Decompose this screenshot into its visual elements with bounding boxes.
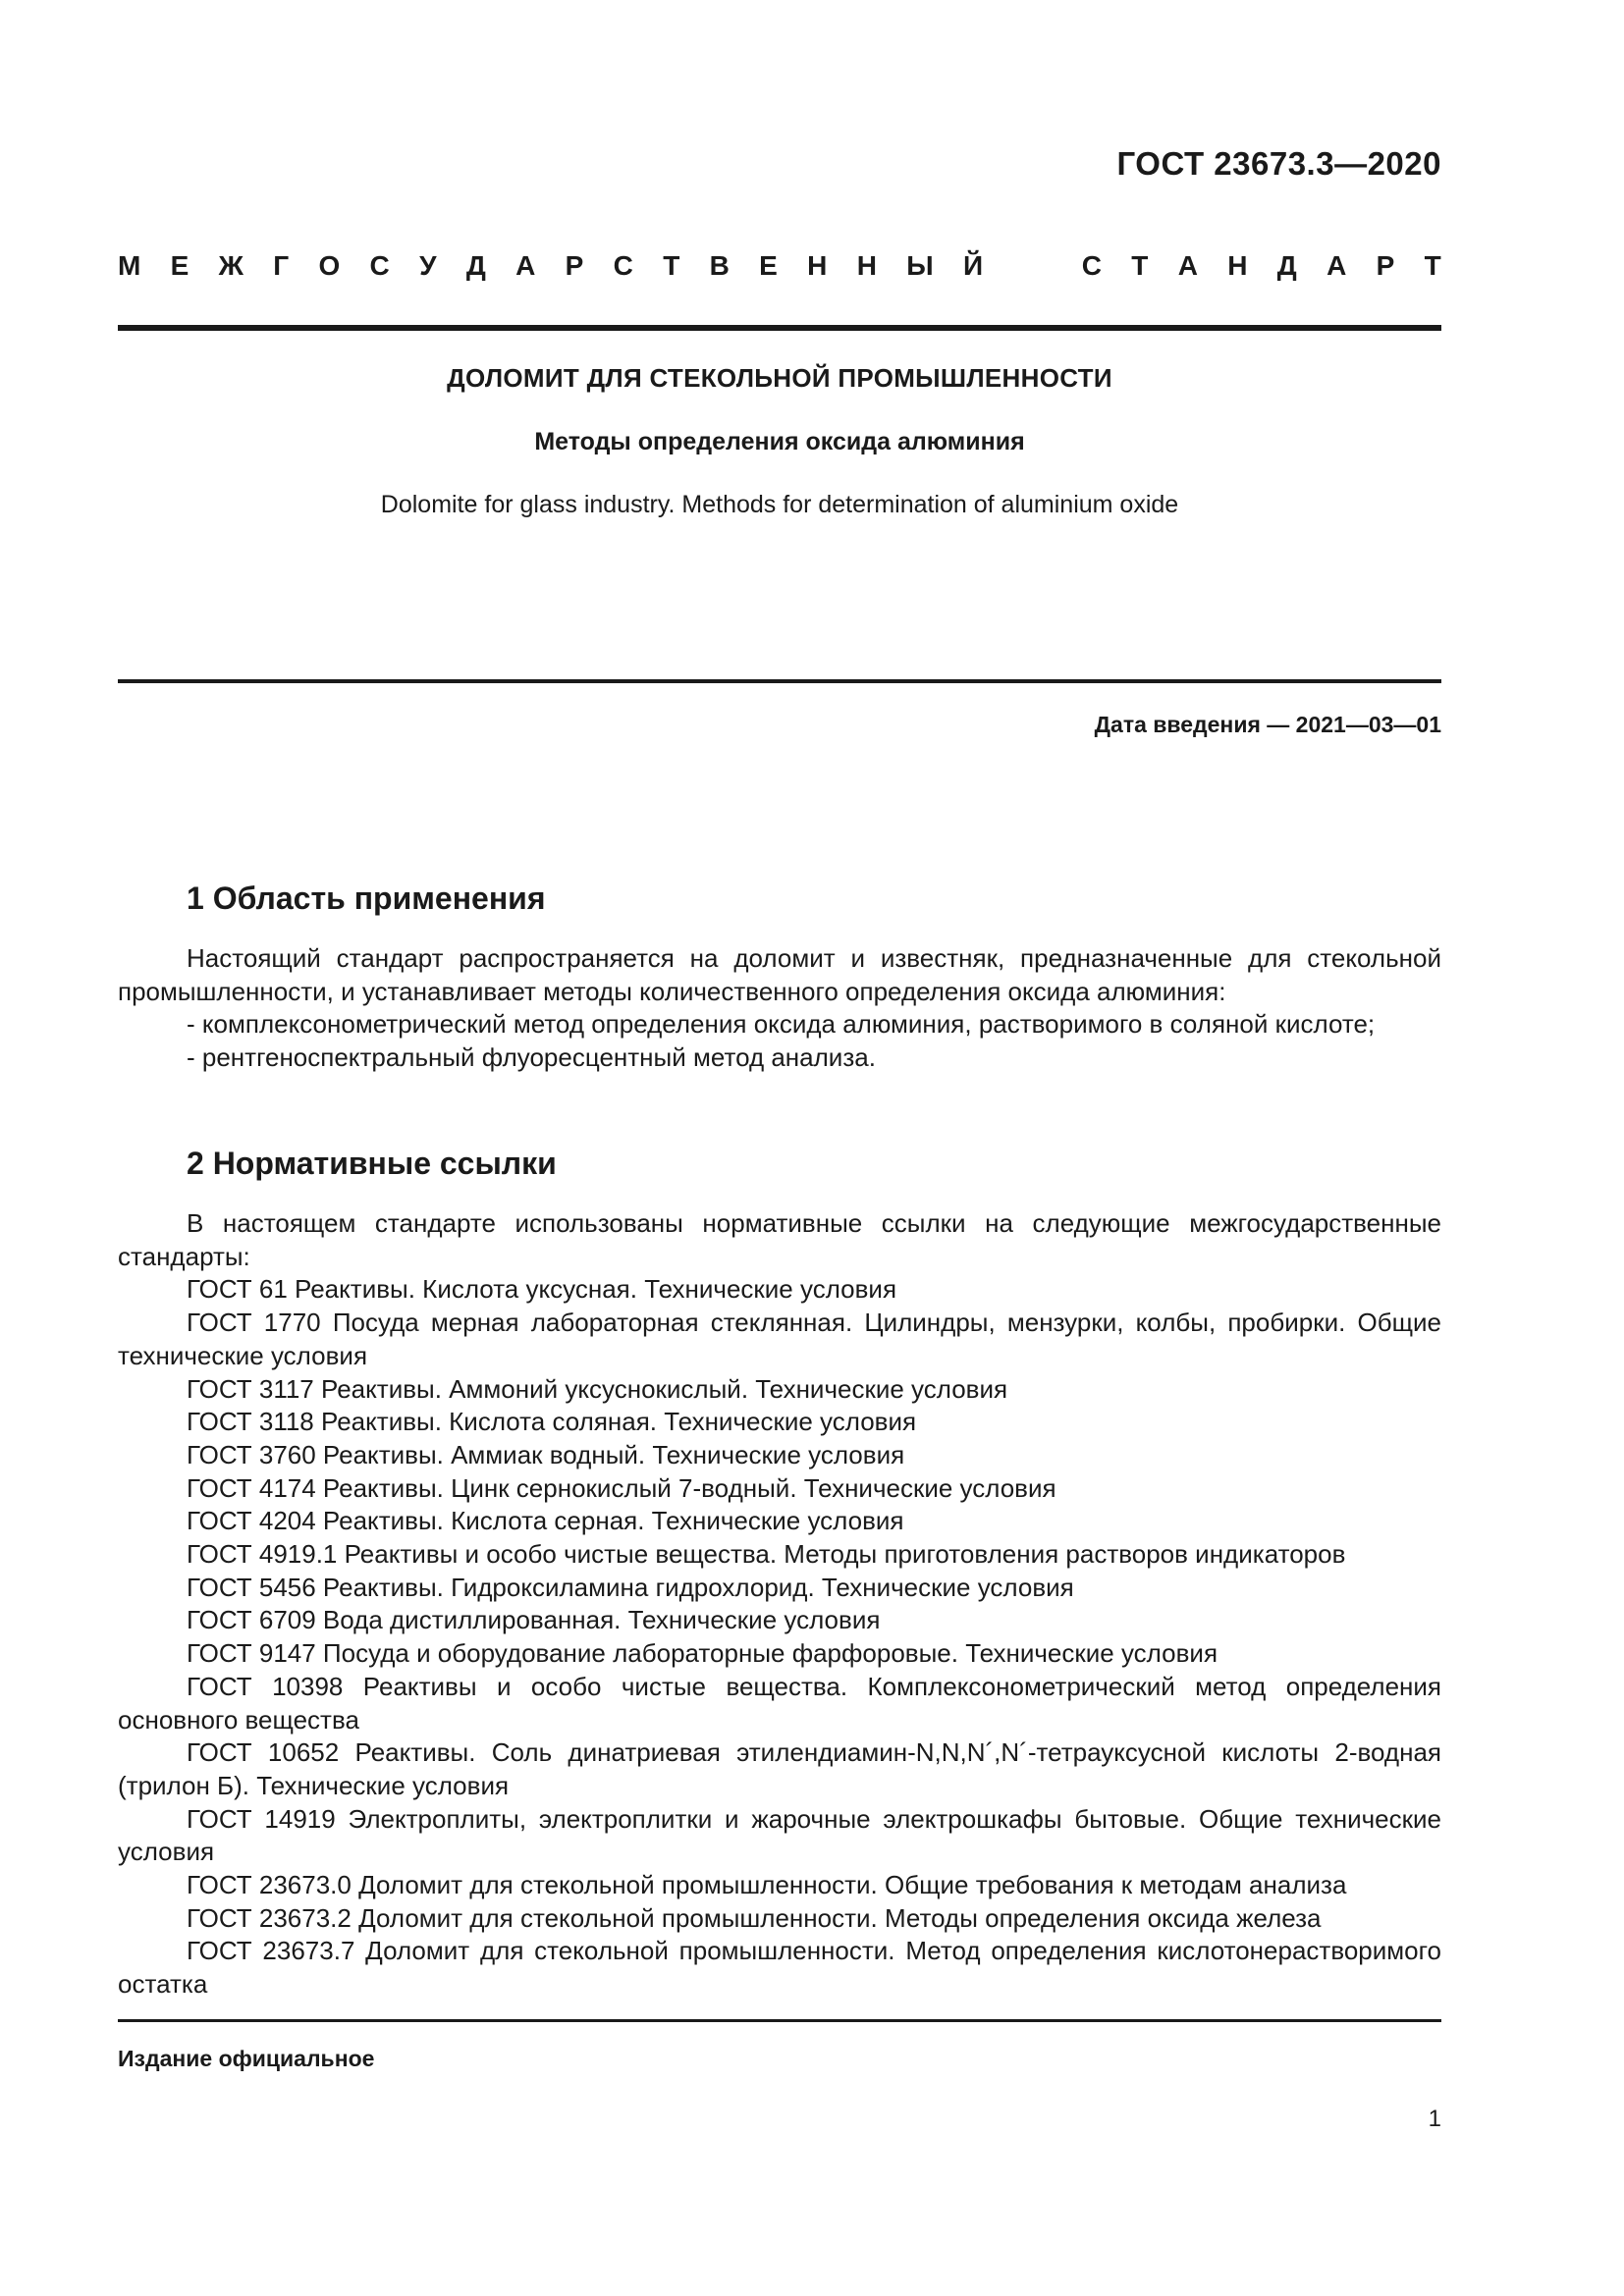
reference-item: ГОСТ 9147 Посуда и оборудование лабораторные фарфоровые. Технические условия xyxy=(187,1638,1218,1669)
banner-letter: Т xyxy=(663,250,680,281)
banner-letter: С xyxy=(1081,250,1102,281)
banner-letter: А xyxy=(1326,250,1347,281)
banner-letter: У xyxy=(419,250,437,281)
banner-letter: С xyxy=(369,250,390,281)
reference-item: ГОСТ 10652 Реактивы. Соль динатриевая этилендиамин-N,N,N´,N´-тетрауксусной кислоты 2-водная (трилон Б). Технические условия xyxy=(118,1737,1441,1800)
reference-item: ГОСТ 10398 Реактивы и особо чистые вещества. Комплексонометрический метод определения основного вещества xyxy=(118,1671,1441,1735)
reference-item: ГОСТ 23673.7 Доломит для стекольной промышленности. Метод определения кислотонерастворимого остатка xyxy=(118,1936,1441,2000)
reference-item: ГОСТ 14919 Электроплиты, электроплитки и жарочные электрошкафы бытовые. Общие технические условия xyxy=(118,1803,1441,1867)
banner-letter: О xyxy=(318,250,341,281)
banner-letter: Ы xyxy=(906,250,934,281)
title-rule xyxy=(118,679,1441,683)
word-gap xyxy=(1012,248,1052,284)
reference-item: ГОСТ 4204 Реактивы. Кислота серная. Технические условия xyxy=(187,1506,904,1536)
banner-letter: С xyxy=(613,250,633,281)
reference-item: ГОСТ 1770 Посуда мерная лабораторная стеклянная. Цилиндры, мензурки, колбы, пробирки. Общие технические условия xyxy=(118,1308,1441,1370)
standard-type-banner xyxy=(118,248,1441,284)
section-heading: 2 Нормативные ссылки xyxy=(187,1146,557,1181)
banner-letter: Й xyxy=(962,250,984,281)
reference-item: ГОСТ 23673.2 Доломит для стекольной промышленности. Методы определения оксида железа xyxy=(187,1902,1322,1933)
banner-letter: Д xyxy=(465,250,486,281)
banner-letter: Г xyxy=(273,250,290,281)
paragraph: В настоящем стандарте использованы нормативные ссылки на следующие межгосударственные стандарты: xyxy=(118,1208,1441,1271)
section-body xyxy=(118,942,1441,1075)
banner-letter: А xyxy=(515,250,536,281)
banner-letter: Н xyxy=(807,250,828,281)
banner-letter: В xyxy=(709,250,730,281)
reference-item: ГОСТ 3118 Реактивы. Кислота соляная. Технические условия xyxy=(187,1407,917,1437)
banner-letter: М xyxy=(118,250,141,281)
banner-letter: Н xyxy=(1227,250,1248,281)
intro-date: Дата введения — 2021—03—01 xyxy=(1094,712,1441,737)
paragraph: Настоящий стандарт распространяется на доломит и известняк, предназначенные для стекольной промышленности, и устанавливает методы количественного определения оксида алюминия: xyxy=(118,943,1441,1006)
english-title: Dolomite for glass industry. Methods for determination of aluminium oxide xyxy=(380,491,1179,518)
reference-item: ГОСТ 3117 Реактивы. Аммоний уксуснокислый. Технические условия xyxy=(187,1373,1008,1404)
reference-item: ГОСТ 3760 Реактивы. Аммиак водный. Технические условия xyxy=(187,1439,905,1469)
official-edition-label: Издание официальное xyxy=(118,2046,375,2071)
banner-letter: Е xyxy=(170,250,189,281)
paragraph: - рентгеноспектральный флуоресцентный метод анализа. xyxy=(187,1042,876,1073)
banner-letter: А xyxy=(1177,250,1198,281)
reference-item: ГОСТ 61 Реактивы. Кислота уксусная. Технические условия xyxy=(187,1274,897,1305)
banner-letter: Ж xyxy=(218,250,244,281)
banner-letter: Т xyxy=(1424,250,1441,281)
banner-letter: Д xyxy=(1276,250,1297,281)
document-title: ДОЛОМИТ ДЛЯ СТЕКОЛЬНОЙ ПРОМЫШЛЕННОСТИ xyxy=(447,363,1112,393)
banner-letter: Т xyxy=(1131,250,1149,281)
reference-item: ГОСТ 4174 Реактивы. Цинк сернокислый 7-водный. Технические условия xyxy=(187,1472,1056,1503)
paragraph: - комплексонометрический метод определения оксида алюминия, растворимого в соляной кислоте; xyxy=(187,1009,1376,1040)
doc-number: ГОСТ 23673.3—2020 xyxy=(1116,145,1441,182)
banner-letter: Н xyxy=(856,250,877,281)
footer-rule xyxy=(118,2019,1441,2022)
reference-item: ГОСТ 5456 Реактивы. Гидроксиламина гидрохлорид. Технические условия xyxy=(187,1572,1074,1602)
banner-letter: Р xyxy=(1376,250,1395,281)
reference-item: ГОСТ 4919.1 Реактивы и особо чистые вещества. Методы приготовления растворов индикаторов xyxy=(187,1539,1346,1570)
section-heading: 1 Область применения xyxy=(187,881,546,916)
section-body xyxy=(118,1207,1441,2002)
banner-letter: Е xyxy=(759,250,778,281)
banner-letter: Р xyxy=(565,250,584,281)
page-number: 1 xyxy=(1428,2106,1441,2132)
top-rule xyxy=(118,325,1441,331)
reference-item: ГОСТ 23673.0 Доломит для стекольной промышленности. Общие требования к методам анализа xyxy=(187,1870,1347,1900)
document-subtitle: Методы определения оксида алюминия xyxy=(534,428,1025,455)
reference-item: ГОСТ 6709 Вода дистиллированная. Технические условия xyxy=(187,1605,881,1635)
